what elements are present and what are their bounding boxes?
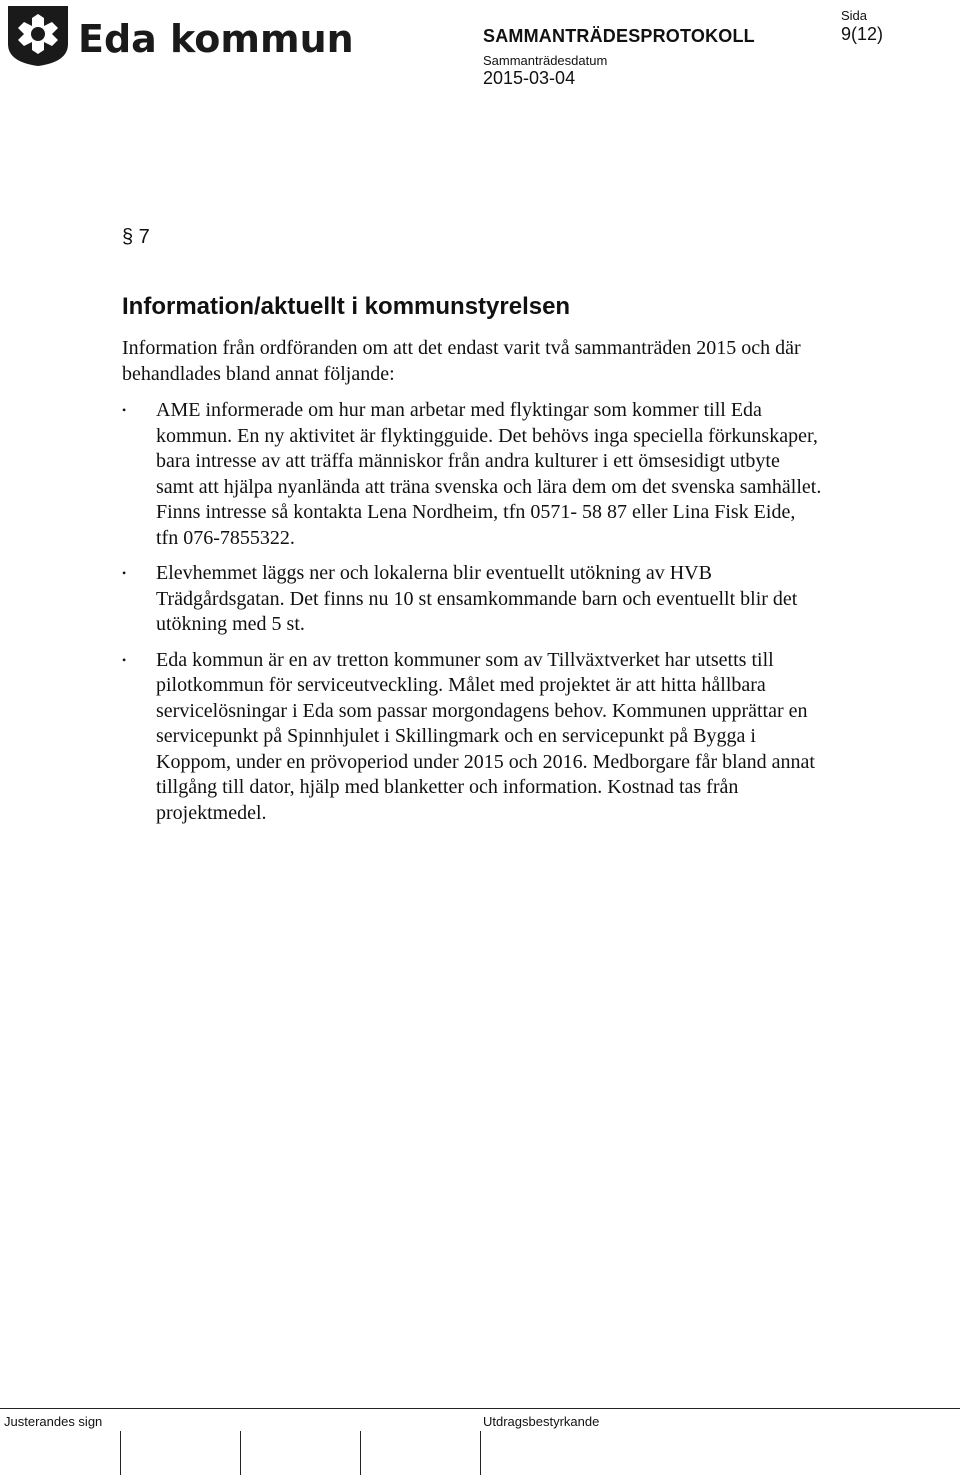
- document-type: SAMMANTRÄDESPROTOKOLL: [483, 26, 755, 46]
- signature-field: [480, 1431, 601, 1475]
- bullet-list: [122, 398, 822, 836]
- bullet-icon: •: [122, 566, 127, 580]
- extract-label: Utdragsbestyrkande: [483, 1414, 600, 1429]
- svg-text:Eda kommun: Eda kommun: [78, 17, 354, 61]
- meeting-date-label: Sammanträdesdatum: [483, 53, 608, 68]
- paragraph-number: § 7: [122, 226, 150, 248]
- list-item-text: AME informerade om hur man arbetar med flyktingar som kommer till Eda kommun. En ny aktivitet är flyktingguide. Det behövs inga speciella förkunskaper, bara intresse av att träffa människor från andra kulturer i ett ömsesidigt utbyte samt att hjälpa nyanlända att träna svenska och lära dem om det svenska samhället. Finns intresse så kontakta Lena Nordheim, tfn 0571- 58 87 eller Lina Fisk Eide, tfn 076-7855322.: [156, 399, 822, 549]
- section-title: Information/aktuellt i kommunstyrelsen: [122, 293, 571, 320]
- list-item-text: Elevhemmet läggs ner och lokalerna blir eventuellt utökning av HVB Trädgårdsgatan. Det finns nu 10 st ensamkommande barn och eventuellt blir det utökning med 5 st.: [156, 562, 798, 635]
- list-item-text: Eda kommun är en av tretton kommuner som av Tillväxtverket har utsetts till pilotkommun för serviceutveckling. Målet med projektet är att hitta hållbara servicelösningar i Eda som passar morgondagens behov. Kommunen upprättar en servicepunkt på Spinnhjulet i Skillingmark och en servicepunkt på Bygga i Koppom, under en prövoperiod under 2015 och 2016. Medborgare får bland annat tillgång till dator, hjälp med blanketter och information. Kostnad tas från projektmedel.: [156, 648, 815, 824]
- bullet-icon: •: [122, 403, 127, 417]
- bullet-icon: •: [122, 652, 127, 667]
- signature-field: [240, 1431, 361, 1475]
- signature-footer: [0, 1408, 960, 1475]
- meeting-date: 2015-03-04: [483, 68, 576, 88]
- coat-of-arms-icon: [6, 4, 354, 66]
- page-number: 9(12): [841, 24, 884, 44]
- page-label: Sida: [841, 8, 868, 23]
- section-intro: Information från ordföranden om att det endast varit två sammanträden 2015 och där behandlades bland annat följande:: [122, 337, 801, 385]
- list-item: [122, 648, 822, 827]
- signature-field: [120, 1431, 241, 1475]
- list-item: [122, 561, 822, 638]
- signature-field: [360, 1431, 481, 1475]
- sign-label: Justerandes sign: [4, 1414, 103, 1429]
- eda-kommun-logo: [6, 4, 354, 66]
- list-item: [122, 398, 822, 551]
